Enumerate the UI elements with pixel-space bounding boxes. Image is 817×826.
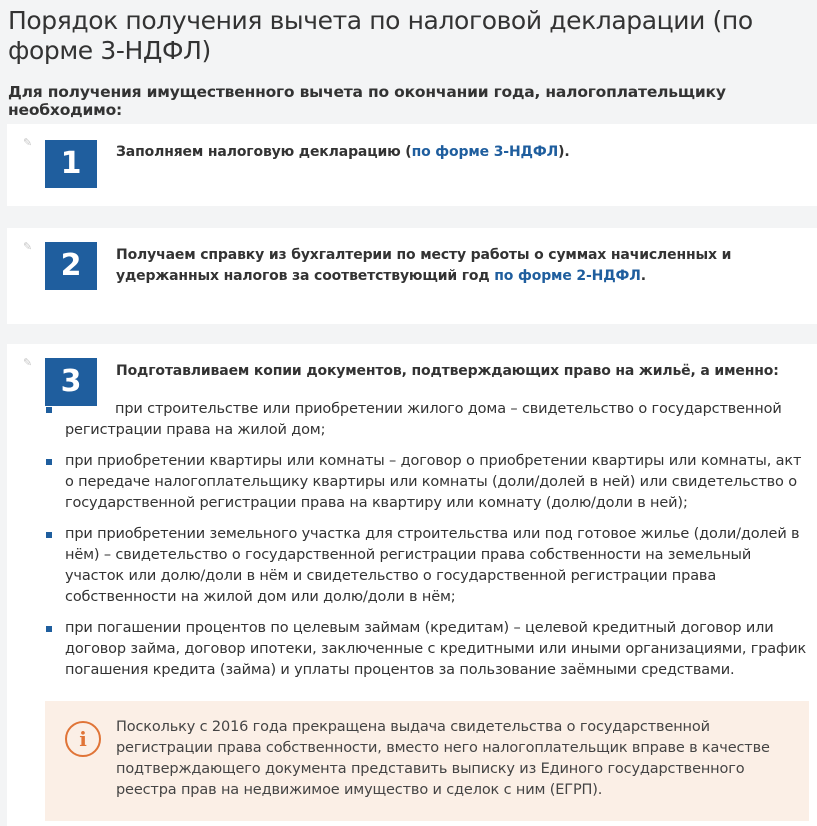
- info-note: [45, 701, 809, 821]
- bullet-square-icon: [46, 626, 52, 632]
- pin-icon: ✎: [23, 357, 33, 369]
- documents-list: [44, 399, 809, 691]
- list-item-text: при приобретении квартиры или комнаты – договор о приобретении квартиры или комнаты, акт о передаче налогоплательщику квартиры или комнаты (доли/долей в ней) или свидетельство о государственной регистрации права на квартиру или комнату (долю/доли в ней);: [65, 453, 802, 511]
- bullet-square-icon: [46, 532, 52, 538]
- step-card-2: [7, 228, 817, 324]
- step-card-1: [7, 124, 817, 206]
- pin-icon: ✎: [23, 137, 33, 149]
- step-text-part: Заполняем налоговую декларацию (: [116, 144, 412, 160]
- page-title: Порядок получения вычета по налоговой декларации (по форме 3-НДФЛ): [8, 6, 753, 65]
- step-number: 3: [45, 358, 97, 406]
- step-text-part: .: [640, 268, 646, 284]
- step-text-part: Получаем справку из бухгалтерии по месту работы о суммах начисленных и удержанных налогов за соответствующий год: [116, 247, 732, 284]
- list-item: [44, 524, 809, 608]
- page-subtitle: Для получения имущественного вычета по окончании года, налогоплательщику необходимо:: [8, 83, 726, 119]
- list-item-text: при приобретении земельного участка для строительства или под готовое жилье (доли/долей в нём) – свидетельство о государственной регистрации права собственности на земельный участок или долю/доли в нём и свидетельство о государственной регистрации права собственности на жилой дом или долю/доли в нём;: [65, 526, 800, 605]
- list-item: [44, 399, 809, 441]
- step-number: 2: [45, 242, 97, 290]
- bullet-square-icon: [46, 407, 52, 413]
- step-text: Подготавливаем копии документов, подтверждающих право на жильё, а именно:: [116, 363, 779, 379]
- info-note-text: Поскольку с 2016 года прекращена выдача свидетельства о государственной регистрации права собственности, вместо него налогоплательщик вправе в качестве подтверждающего документа представить выписку из Единого государственного реестра прав на недвижимое имущество и сделок с ним (ЕГРП).: [116, 719, 770, 798]
- list-item: [44, 451, 809, 514]
- bullet-square-icon: [46, 459, 52, 465]
- form-2ndfl-link[interactable]: по форме 2-НДФЛ: [494, 268, 641, 284]
- step-text: [116, 142, 796, 163]
- form-3ndfl-link[interactable]: по форме 3-НДФЛ: [411, 144, 559, 160]
- list-item: [44, 618, 809, 681]
- list-item-text: при строительстве или приобретении жилого дома – свидетельство о государственной регистрации права на жилой дом;: [65, 401, 782, 438]
- step-card-3: [7, 344, 817, 826]
- step-text: [116, 245, 796, 287]
- info-icon: i: [65, 721, 101, 757]
- list-item-text: при погашении процентов по целевым займам (кредитам) – целевой кредитный договор или договор займа, договор ипотеки, заключенные с кредитными или иными организациями, график погашения кредита (займа) и уплаты процентов за пользование заёмными средствами.: [65, 620, 807, 678]
- step-text-part: ).: [558, 144, 570, 160]
- pin-icon: ✎: [23, 241, 33, 253]
- step-number: 1: [45, 140, 97, 188]
